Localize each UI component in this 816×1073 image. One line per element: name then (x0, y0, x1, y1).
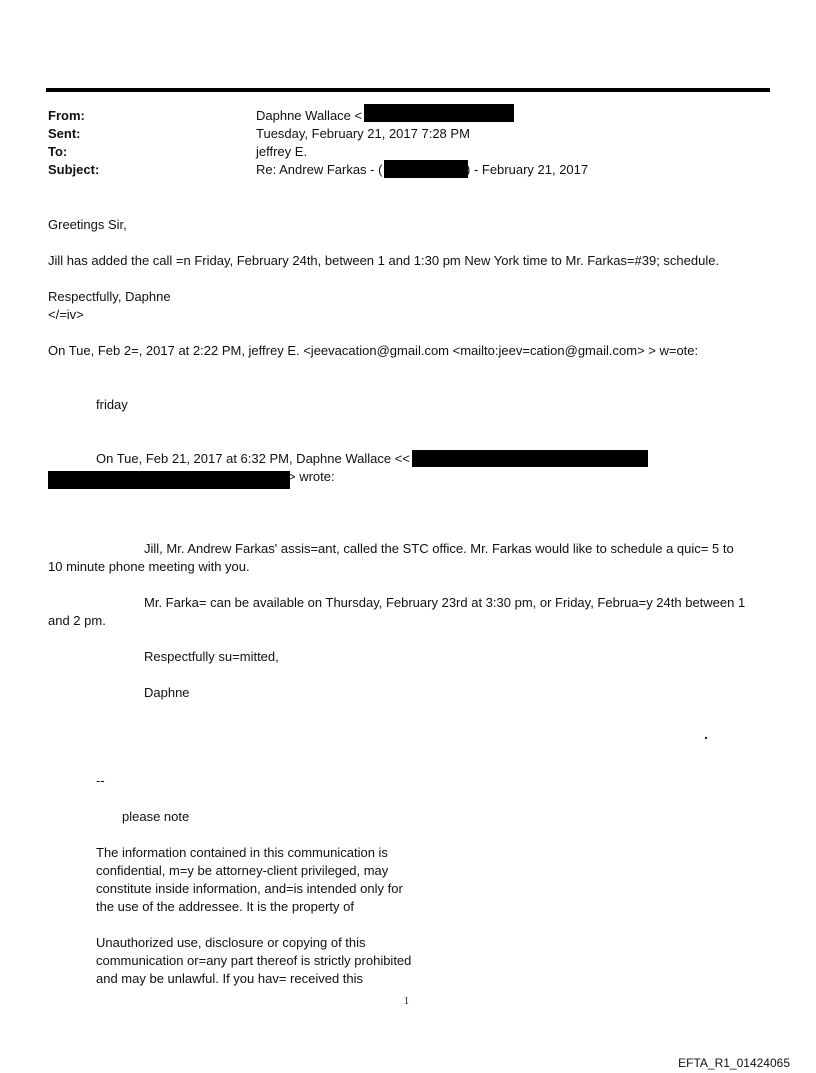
unauthorized-line: communication or=any part thereof is strictly prohibited (96, 953, 412, 968)
redaction-subject (384, 160, 468, 178)
quote1-text: friday (96, 397, 128, 412)
subject-value-prefix: Re: Andrew Farkas - ( (256, 162, 383, 177)
subject-value-suffix: ) - February 21, 2017 (466, 162, 589, 177)
confidentiality-line: The information contained in this communication is (96, 845, 388, 860)
stray-tag: </=iv> (48, 307, 84, 322)
page-number: 1 (404, 996, 409, 1007)
para1-line2: 10 minute phone meeting with you. (48, 559, 250, 574)
redaction-from-email (364, 104, 514, 122)
redaction-quote2-email-2 (48, 471, 290, 489)
closing-name: Daphne (144, 685, 190, 700)
confidentiality-line: constitute inside information, and=is intended only for (96, 881, 403, 896)
closing: Respectfully su=mitted, (144, 649, 279, 664)
sent-value: Tuesday, February 21, 2017 7:28 PM (256, 126, 470, 141)
confidentiality-line: the use of the addressee. It is the property of (96, 899, 354, 914)
header-rule (46, 88, 770, 92)
subject-label: Subject: (48, 162, 100, 177)
from-label: From: (48, 108, 85, 123)
document-id: EFTA_R1_01424065 (678, 1056, 790, 1070)
quote2-header-prefix: On Tue, Feb 21, 2017 at 6:32 PM, Daphne Wallace << (96, 451, 410, 466)
greeting: Greetings Sir, (48, 217, 127, 232)
from-value: Daphne Wallace < (256, 108, 363, 123)
unauthorized-line: Unauthorized use, disclosure or copying of this (96, 935, 366, 950)
quote2-header-suffix: > wrote: (288, 469, 335, 484)
signature-separator: -- (96, 773, 105, 788)
sent-label: Sent: (48, 126, 81, 141)
stray-dot: . (704, 726, 708, 742)
signoff: Respectfully, Daphne (48, 289, 171, 304)
para2-line1: Mr. Farka= can be available on Thursday, February 23rd at 3:30 pm, or Friday, Februa=y 24th between 1 (144, 595, 746, 610)
para1-line1: Jill, Mr. Andrew Farkas' assis=ant, called the STC office. Mr. Farkas would like to schedule a quic= 5 to (144, 541, 734, 556)
quote1-header: On Tue, Feb 2=, 2017 at 2:22 PM, jeffrey E. <jeevacation@gmail.com <mailto:jeev=cation@gmail.com> > w=ote: (48, 343, 699, 358)
confidentiality-line: confidential, m=y be attorney-client privileged, may (96, 863, 389, 878)
to-label: To: (48, 144, 68, 159)
to-value: jeffrey E. (256, 144, 308, 159)
redaction-quote2-email-1 (412, 450, 648, 467)
para2-line2: and 2 pm. (48, 613, 106, 628)
body-line-1: Jill has added the call =n Friday, February 24th, between 1 and 1:30 pm New York time to Mr. Farkas=#39; schedule. (48, 253, 720, 268)
please-note: please note (122, 809, 190, 824)
unauthorized-line: and may be unlawful. If you hav= received this (96, 971, 364, 986)
